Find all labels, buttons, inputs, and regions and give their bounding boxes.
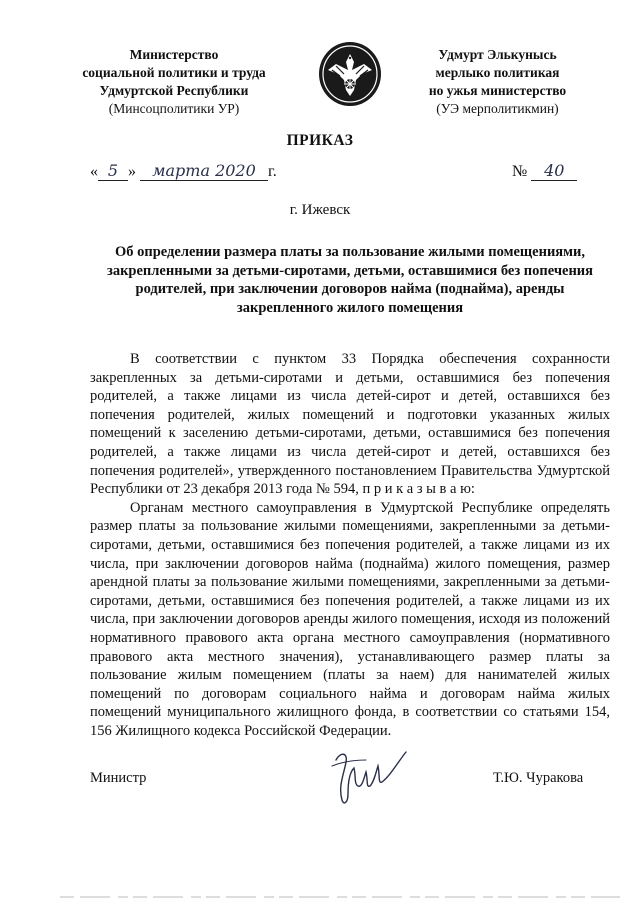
scan-edge-line [60,895,620,899]
subject-line: Об определении размера платы за пользование жилыми помещениями, [114,244,586,260]
ministry-abbreviation: (УЭ мерполитикмин) [436,101,559,116]
ministry-name-line: но ужья министерство [428,83,567,98]
ministry-abbreviation: (Минсоцполитики УР) [108,101,240,116]
date-suffix: г. [268,163,277,180]
ministry-name-line: Министерство [129,47,219,62]
handwritten-signature-icon [326,742,416,812]
ministry-name-line: Удмуртской Республики [99,83,249,98]
subject-line: закрепленными за детьми-сиротами, детьми, оставшимися без попечения [107,262,593,279]
ministry-name-line: Удмурт Элькунысь [438,47,557,62]
date-day: 5 [98,162,128,181]
date-close-quote: » [128,163,136,180]
order-number [512,162,577,181]
subject-line: закрепленного жилого помещения [236,299,464,316]
number-value: 40 [531,162,577,181]
body-paragraph-2: Органам местного самоуправления в Удмуртской Республике определять размер платы за пользование жилыми помещениями, закрепленными за детьми-сиротами, детьми, оставшимися без попечения родителей, а также лицами из их числа, при заключении договоров найма (поднайма) жилого помещения, размер арендной платы за пользование жилыми помещениями, закрепленными за детьми-сиротами, детьми, оставшимися без попечения родителей, а также лицами из их числа, при заключении договоров аренды жилого помещения, исходя из положений нормативного правового акта органа местного самоуправления (нормативного правового акта местного значения), устанавливающего размер платы за пользование жилым помещением (платы за наем) для нанимателей жилых помещений по договорам социального найма и договорам найма жилых помещений муниципального жилищного фонда, в соответствии со статьями 154, 156 Жилищного кодекса Российской Федерации. [90,499,610,739]
signatory-name: Т.Ю. Чуракова [493,770,584,786]
body-paragraph-1: В соответствии с пунктом 33 Порядка обеспечения сохранности закрепленных за детьми-сиротами и детьми, оставшимися без попечения родителей, а также лицами из числа детей-сирот и детей, оставшихся без попечения родителей, жилых помещений и подготовки указанных жилых помещений к заселению детьми-сиротами, детьми, оставшимися без попечения родителей, а также лицами из числа детей-сирот и детей, оставшихся без попечения родителей», утвержденного постановлением Правительства Удмуртской Республики от 23 декабря 2013 года № 594, п р и к а з ы в а ю: [90,351,610,498]
order-city: г. Ижевск [289,202,351,218]
ministry-name-line: социальной политики и труда [82,65,266,80]
date-month-year: марта 2020 [140,162,268,181]
date-open-quote: « [90,163,98,180]
subject-line: родителей, при заключении договоров найма (поднайма), аренды [135,281,565,297]
order-subject [90,243,610,317]
ministry-name-line: мерлыко политикая [435,65,560,80]
order-body [90,350,610,740]
signatory-position: Министр [90,770,147,786]
number-prefix: № [512,163,528,180]
udmurt-coat-of-arms-icon [316,40,384,108]
ministry-header-udmurt [395,46,600,118]
order-date [90,162,277,186]
order-title: ПРИКАЗ [286,132,354,149]
ministry-header-russian [74,46,274,118]
